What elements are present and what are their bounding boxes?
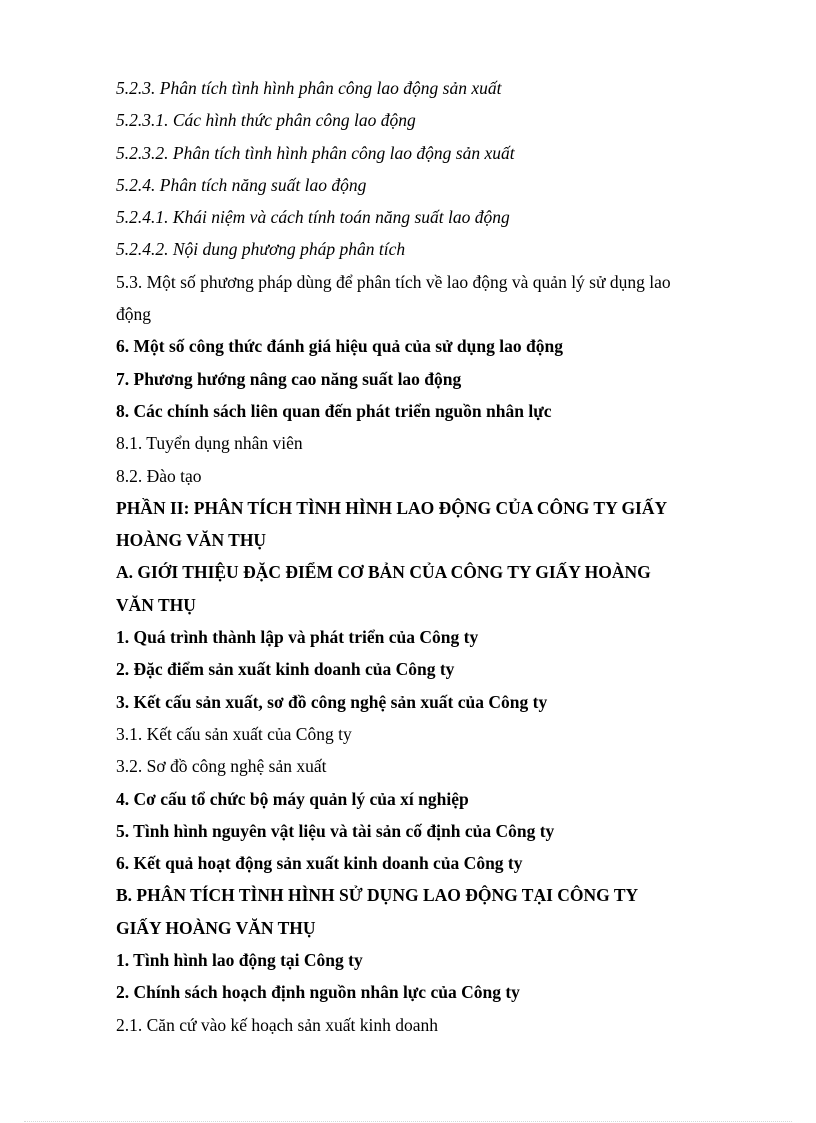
toc-line: 2. Chính sách hoạch định nguồn nhân lực của Công ty: [116, 982, 520, 1003]
toc-line: 5.2.3. Phân tích tình hình phân công lao động sản xuất: [116, 78, 502, 98]
toc-line: 1. Tình hình lao động tại Công ty: [116, 950, 363, 971]
toc-line: HOÀNG VĂN THỤ: [116, 530, 267, 551]
toc-line: 3. Kết cấu sản xuất, sơ đồ công nghệ sản xuất của Công ty: [116, 691, 548, 712]
toc-line: B. PHÂN TÍCH TÌNH HÌNH SỬ DỤNG LAO ĐỘNG TẠI CÔNG TY: [116, 885, 639, 906]
toc-line: 7. Phương hướng nâng cao năng suất lao động: [116, 368, 462, 389]
toc-line: 3.2. Sơ đồ công nghệ sản xuất: [116, 756, 327, 777]
toc-line: 4. Cơ cấu tổ chức bộ máy quản lý của xí nghiệp: [116, 788, 469, 809]
table-of-contents: [116, 72, 736, 1041]
toc-line: 5.2.4.1. Khái niệm và cách tính toán năng suất lao động: [116, 207, 510, 228]
toc-line: động: [116, 304, 151, 325]
toc-line: 5.2.4.2. Nội dung phương pháp phân tích: [116, 239, 406, 260]
toc-line: 3.1. Kết cấu sản xuất của Công ty: [116, 723, 352, 744]
toc-line: 5. Tình hình nguyên vật liệu và tài sản cố định của Công ty: [116, 820, 555, 841]
toc-line: 2. Đặc điểm sản xuất kinh doanh của Công ty: [116, 659, 455, 680]
toc-line: 6. Một số công thức đánh giá hiệu quả của sử dụng lao động: [116, 336, 563, 357]
toc-line: A. GIỚI THIỆU ĐẶC ĐIỂM CƠ BẢN CỦA CÔNG TY GIẤY HOÀNG: [116, 562, 651, 583]
toc-line: GIẤY HOÀNG VĂN THỤ: [116, 917, 316, 938]
toc-line: 8.1. Tuyển dụng nhân viên: [116, 433, 303, 454]
toc-line: 6. Kết quả hoạt động sản xuất kinh doanh của Công ty: [116, 853, 523, 874]
toc-line: 5.2.3.2. Phân tích tình hình phân công lao động sản xuất: [116, 142, 515, 163]
toc-line: 5.2.4. Phân tích năng suất lao động: [116, 174, 367, 195]
toc-line: 5.2.3.1. Các hình thức phân công lao động: [116, 110, 416, 131]
toc-line: 5.3. Một số phương pháp dùng để phân tích về lao động và quản lý sử dụng lao: [116, 271, 671, 292]
toc-line: PHẦN II: PHÂN TÍCH TÌNH HÌNH LAO ĐỘNG CỦA CÔNG TY GIẤY: [116, 497, 668, 518]
toc-line: VĂN THỤ: [116, 594, 196, 615]
toc-line: 8. Các chính sách liên quan đến phát triển nguồn nhân lực: [116, 400, 552, 421]
page-bottom-divider: [24, 1121, 792, 1122]
toc-line: 1. Quá trình thành lập và phát triển của Công ty: [116, 627, 479, 648]
toc-line: 2.1. Căn cứ vào kế hoạch sản xuất kinh doanh: [116, 1014, 438, 1035]
toc-line: 8.2. Đào tạo: [116, 465, 202, 486]
